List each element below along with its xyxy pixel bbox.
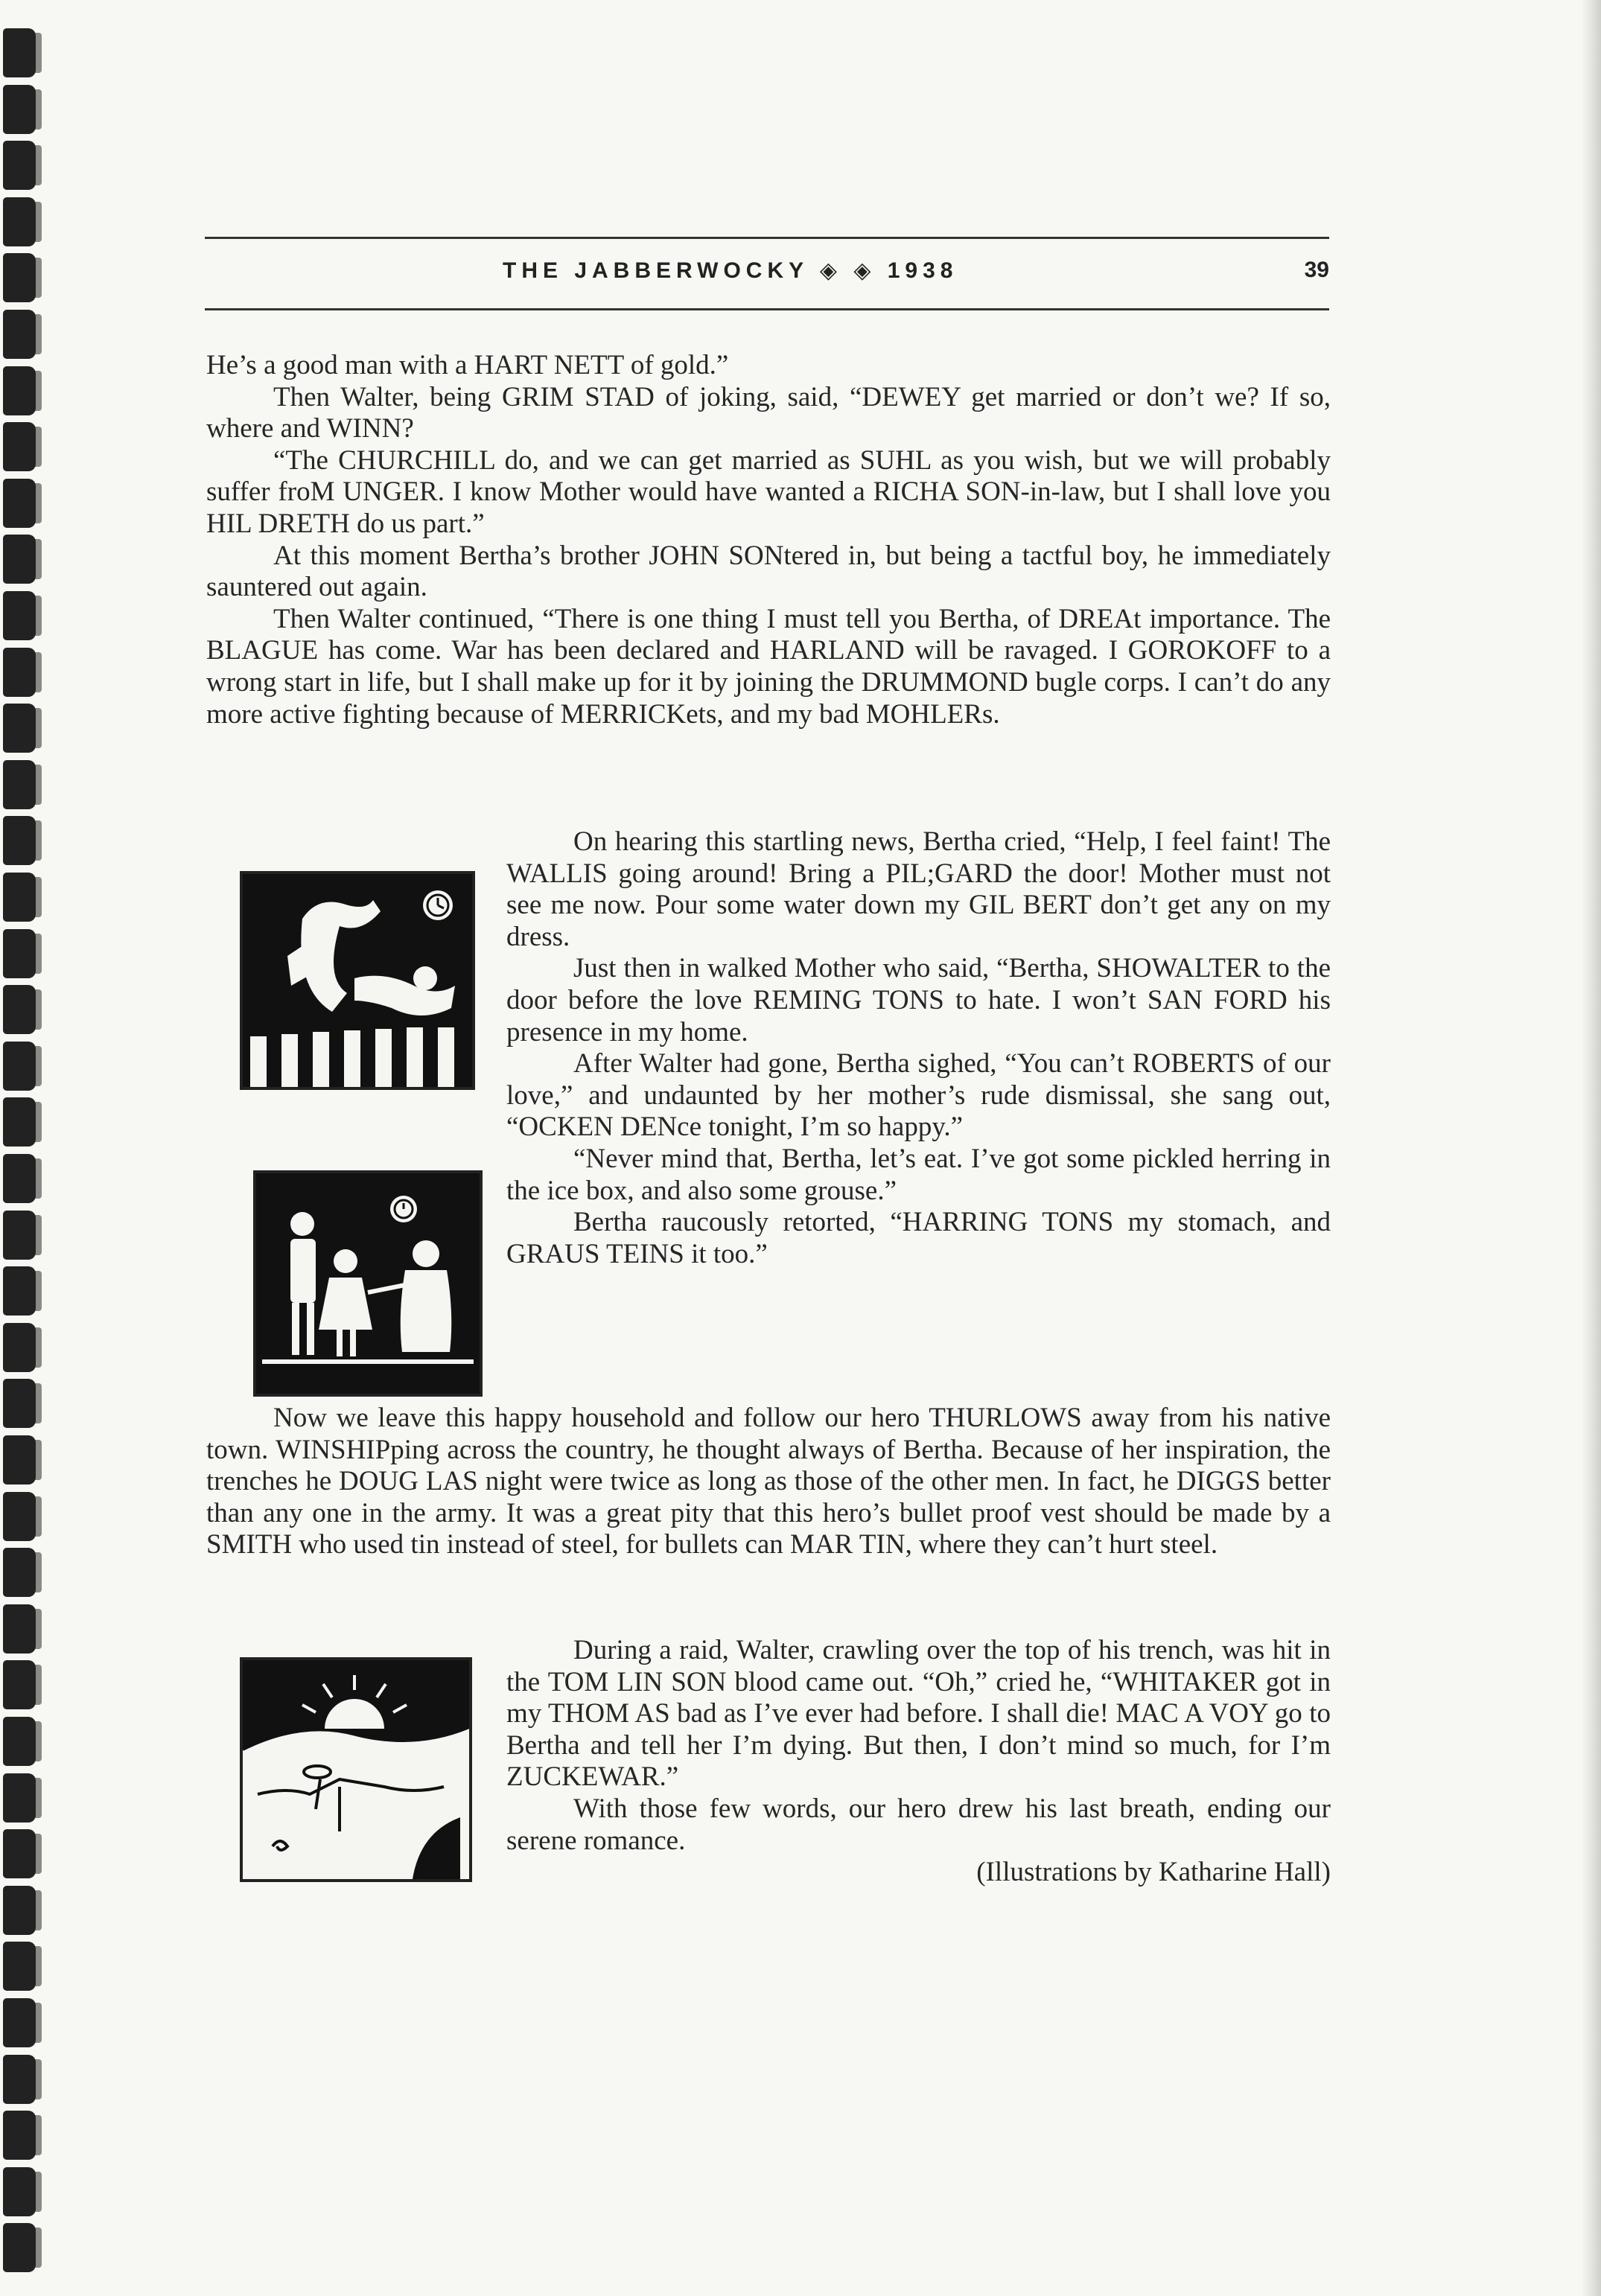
paragraph: “The CHURCHILL do, and we can get married as SUHL as you wish, but we will probably suffer froM UNGER. I know Mother would have wanted a RICHA SON-in-law, but I shall love you HIL DRETH do us part.” (206, 444, 1331, 539)
page-number: 39 (1304, 258, 1329, 282)
binding-ring (3, 760, 36, 809)
paragraph: Then Walter, being GRIM STAD of joking, said, “DEWEY get married or don’t we? If so, where and WINN? (206, 381, 1331, 444)
binding-ring (3, 648, 36, 697)
binding-ring (3, 929, 36, 978)
binding-ring (3, 422, 36, 471)
binding-ring (3, 2111, 36, 2160)
binding-ring (3, 2167, 36, 2216)
text-block-4 (506, 1635, 1331, 1889)
page-edge-shadow (1582, 0, 1601, 2296)
binding-ring (3, 1942, 36, 1991)
binding-ring (3, 816, 36, 865)
binding-ring (3, 1773, 36, 1823)
binding-ring (3, 479, 36, 528)
binding-ring (3, 1097, 36, 1147)
binding-ring (3, 1998, 36, 2047)
page-header (205, 253, 1329, 295)
binding-ring (3, 1886, 36, 1935)
binding-ring (3, 1604, 36, 1654)
binding-ring (3, 1717, 36, 1766)
binding-ring (3, 2055, 36, 2104)
paragraph: On hearing this startling news, Bertha cried, “Help, I feel faint! The WALLIS going around! Bring a PIL;GARD the door! Mother must not see me now. Pour some water down my GIL BERT don’t get any on my dress. (506, 826, 1331, 952)
binding-ring (3, 873, 36, 922)
binding-ring (3, 1548, 36, 1597)
illustration-credit: (Illustrations by Katharine Hall) (976, 1857, 1331, 1888)
binding-ring (3, 1323, 36, 1372)
text-block-1 (206, 350, 1331, 730)
header-bottom-rule (205, 308, 1329, 310)
binding-ring (3, 366, 36, 415)
illustration-family (253, 1170, 483, 1397)
binding-ring (3, 85, 36, 134)
paragraph: Now we leave this happy household and follow our hero THURLOWS away from his native town. WINSHIPping across the country, he thought always of Bertha. Because of her inspiration, the trenches he DOUG LAS night were twice as long as those of the other men. In fact, he DIGGS better than any one in the army. It was a great pity that this hero’s bullet proof vest should be made by a SMITH who used tin instead of steel, for bullets can MAR TIN, where they can’t hurt steel. (206, 1403, 1331, 1560)
paragraph: During a raid, Walter, crawling over the top of his trench, was hit in the TOM LIN SON blood came out. “Oh,” cried he, “WHITAKER got in my THOM AS bad as I’ve ever had before. I shall die! MAC A VOY go to Bertha and tell her I’m dying. But then, I don’t mind so much, for I’m ZUCKEWAR.” (506, 1635, 1331, 1793)
spiral-binding (0, 0, 52, 2296)
paragraph: Then Walter continued, “There is one thing I must tell you Bertha, of DREAt importance. The BLAGUE has come. War has been declared and HARLAND will be ravaged. I GOROKOFF to a wrong start in life, but I shall make up for it by joining the DRUMMOND bugle corps. I can’t do any more active fighting because of MERRICKets, and my bad MOHLERs. (206, 603, 1331, 730)
binding-ring (3, 197, 36, 246)
illustration-battlefield (240, 1657, 472, 1882)
binding-ring (3, 28, 36, 77)
paragraph: Just then in walked Mother who said, “Bertha, SHOWALTER to the door before the love REMING TONS to hate. I won’t SAN FORD his presence in my home. (506, 953, 1331, 1047)
binding-ring (3, 1266, 36, 1316)
binding-ring (3, 141, 36, 190)
binding-ring (3, 1492, 36, 1541)
fainting-drawing (243, 874, 472, 1087)
text-block-2 (506, 826, 1331, 1270)
paragraph: “Never mind that, Bertha, let’s eat. I’ve got some pickled herring in the ice box, and also some grouse.” (506, 1143, 1331, 1206)
binding-ring (3, 1660, 36, 1709)
binding-ring (3, 1042, 36, 1091)
binding-ring (3, 1154, 36, 1203)
binding-ring (3, 253, 36, 302)
battlefield-drawing (243, 1660, 469, 1879)
binding-ring (3, 535, 36, 584)
paragraph: Bertha raucously retorted, “HARRING TONS my stomach, and GRAUS TEINS it too.” (506, 1207, 1331, 1269)
paragraph: With those few words, our hero drew his last breath, ending our serene romance. (506, 1793, 1331, 1856)
paragraph: He’s a good man with a HART NETT of gold.” (206, 350, 729, 380)
binding-ring (3, 1379, 36, 1428)
running-head: THE JABBERWOCKY ◈ ◈ 1938 (503, 258, 958, 283)
illustration-fainting (240, 871, 475, 1090)
text-block-3 (206, 1403, 1331, 1561)
binding-ring (3, 985, 36, 1034)
family-drawing (256, 1173, 480, 1394)
binding-ring (3, 1435, 36, 1485)
binding-ring (3, 591, 36, 640)
header-top-rule (205, 237, 1329, 239)
paragraph: After Walter had gone, Bertha sighed, “You can’t ROBERTS of our love,” and undaunted by her mother’s rude dismissal, she sang out, “OCKEN DENce tonight, I’m so happy.” (506, 1048, 1331, 1143)
binding-ring (3, 1211, 36, 1260)
binding-ring (3, 2223, 36, 2272)
paragraph: At this moment Bertha’s brother JOHN SONtered in, but being a tactful boy, he immediately sauntered out again. (206, 540, 1331, 603)
binding-ring (3, 1829, 36, 1878)
binding-ring (3, 310, 36, 359)
binding-ring (3, 704, 36, 753)
